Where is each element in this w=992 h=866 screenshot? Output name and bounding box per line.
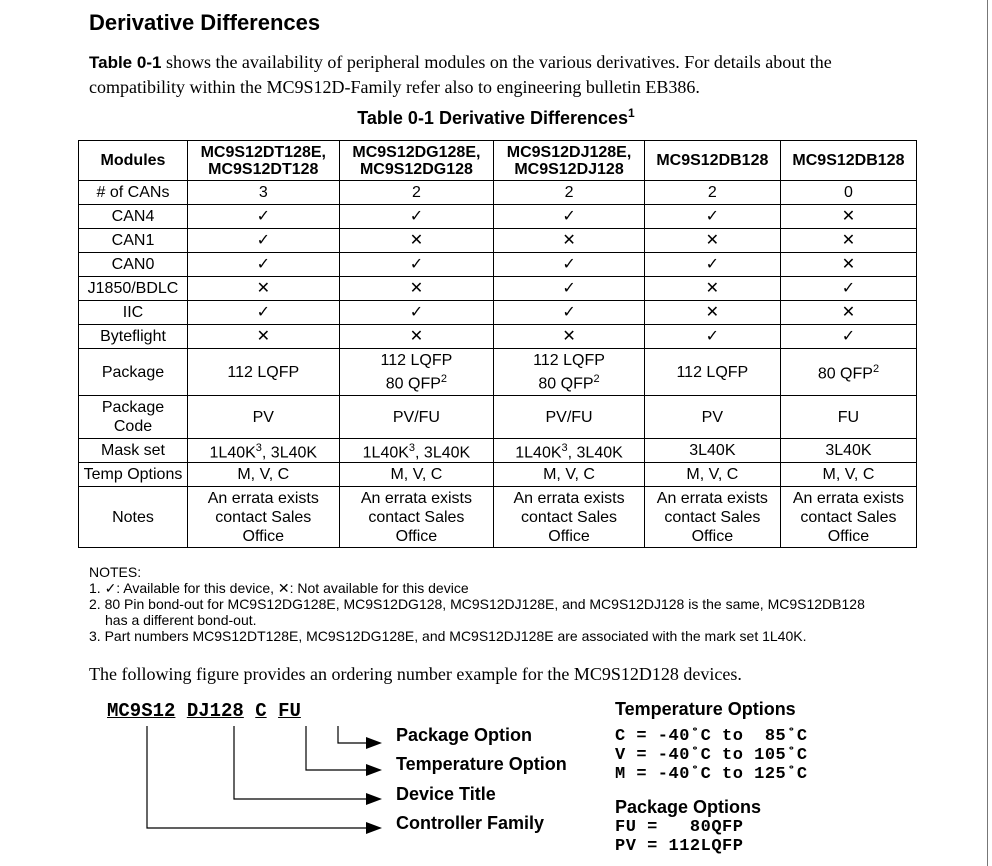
table-cell: 112 LQFP 80 QFP$^2$	[339, 349, 494, 396]
note-2-cont: has a different bond-out.	[105, 612, 257, 628]
table-cell: 112 LQFP	[188, 349, 340, 396]
row-label: Mask set	[79, 439, 188, 463]
row-label: CAN0	[79, 253, 188, 277]
header-db128-a: MC9S12DB128	[644, 141, 780, 181]
table-cell: ✓	[494, 253, 645, 277]
table-cell: ✕	[188, 325, 340, 349]
table-cell: ✓	[188, 301, 340, 325]
table-cell: 3	[188, 181, 340, 205]
table-cell: PV/FU	[494, 396, 645, 439]
table-cell: PV/FU	[339, 396, 494, 439]
label-controller-family: Controller Family	[396, 813, 545, 833]
table-reference: Table 0-1	[89, 53, 162, 72]
header-dg128: MC9S12DG128E, MC9S12DG128	[339, 141, 494, 181]
table-cell: M, V, C	[644, 463, 780, 487]
table-cell: ✕	[188, 277, 340, 301]
table-cell: ✕	[644, 229, 780, 253]
row-label: Temp Options	[79, 463, 188, 487]
table-cell: ✓	[644, 253, 780, 277]
notes-title: NOTES:	[89, 564, 142, 580]
table-cell: ✕	[780, 253, 916, 277]
table-cell: 0	[780, 181, 916, 205]
label-temperature-option: Temperature Option	[396, 754, 567, 774]
temperature-option-line: C = -40˚C to 85˚C	[615, 727, 808, 746]
table-cell: 2	[339, 181, 494, 205]
table-cell: ✓	[780, 325, 916, 349]
table-cell: 3L40K	[644, 439, 780, 463]
table-cell: 80 QFP$^2$	[780, 349, 916, 396]
table-cell: ✕	[494, 325, 645, 349]
table-cell: $1L40K^3$, 3L40K	[188, 439, 340, 463]
table-caption-text: Table 0-1 Derivative Differences	[357, 108, 629, 128]
table-cell: 112 LQFP 80 QFP$^2$	[494, 349, 645, 396]
table-cell: ✕	[780, 229, 916, 253]
table-cell: ✓	[644, 205, 780, 229]
package-option-line: FU = 80QFP	[615, 818, 744, 837]
intro-text: shows the availability of peripheral modules on the various derivatives. For details about the compatibility within the MC9S12D-Family refer also to engineering bulletin EB386.	[89, 52, 832, 97]
table-cell: ✕	[644, 301, 780, 325]
table-cell: 3L40K	[780, 439, 916, 463]
table-cell: An errata exists contact Sales Office	[644, 487, 780, 548]
table-cell: ✕	[644, 277, 780, 301]
table-cell: 2	[494, 181, 645, 205]
row-label: CAN1	[79, 229, 188, 253]
table-cell: M, V, C	[780, 463, 916, 487]
header-dj128: MC9S12DJ128E, MC9S12DJ128	[494, 141, 645, 181]
label-device-title: Device Title	[396, 784, 496, 804]
table-cell: ✓	[188, 229, 340, 253]
table-cell: ✓	[494, 277, 645, 301]
row-label: Notes	[79, 487, 188, 548]
row-label: J1850/BDLC	[79, 277, 188, 301]
row-label: IIC	[79, 301, 188, 325]
table-cell: An errata exists contact Sales Office	[339, 487, 494, 548]
row-label: # of CANs	[79, 181, 188, 205]
header-db128-b: MC9S12DB128	[780, 141, 916, 181]
table-cell: ✓	[339, 205, 494, 229]
table-cell: PV	[188, 396, 340, 439]
table-cell: M, V, C	[339, 463, 494, 487]
part-family: MC9S12	[107, 700, 176, 722]
page-heading: Derivative Differences	[89, 10, 321, 35]
table-cell: 2	[644, 181, 780, 205]
part-package: FU	[278, 700, 301, 722]
table-cell: An errata exists contact Sales Office	[494, 487, 645, 548]
package-option-line: PV = 112LQFP	[615, 837, 744, 856]
table-caption-footnote: 1	[628, 106, 635, 120]
table-cell: An errata exists contact Sales Office	[780, 487, 916, 548]
table-cell: An errata exists contact Sales Office	[188, 487, 340, 548]
table-cell: ✓	[188, 205, 340, 229]
table-cell: 112 LQFP	[644, 349, 780, 396]
table-cell: ✕	[339, 229, 494, 253]
table-cell: ✓	[494, 205, 645, 229]
table-cell: PV	[644, 396, 780, 439]
header-modules: Modules	[79, 141, 188, 181]
package-options-title: Package Options	[615, 797, 762, 817]
table-cell: ✕	[339, 325, 494, 349]
note-1: 1. ✓: Available for this device, ✕: Not available for this device	[89, 580, 469, 596]
part-device: DJ128	[186, 700, 244, 722]
ordering-text: The following figure provides an ordering number example for the MC9S12D128 devices.	[89, 664, 742, 684]
table-cell: ✕	[494, 229, 645, 253]
note-2: 2. 80 Pin bond-out for MC9S12DG128E, MC9S12DG128, MC9S12DJ128E, and MC9S12DJ128 is the same, MC9S12DB128	[89, 596, 865, 612]
header-dt128: MC9S12DT128E, MC9S12DT128	[188, 141, 340, 181]
table-cell: ✓	[339, 253, 494, 277]
table-cell: M, V, C	[188, 463, 340, 487]
part-temp: C	[255, 700, 267, 722]
row-label: CAN4	[79, 205, 188, 229]
table-cell: ✓	[780, 277, 916, 301]
label-package-option: Package Option	[396, 725, 533, 745]
table-cell: ✓	[339, 301, 494, 325]
table-cell: $1L40K^3$, 3L40K	[494, 439, 645, 463]
table-cell: ✕	[780, 301, 916, 325]
row-label: Package Code	[79, 396, 188, 439]
table-cell: M, V, C	[494, 463, 645, 487]
table-cell: ✕	[339, 277, 494, 301]
table-cell: ✕	[780, 205, 916, 229]
table-cell: ✓	[494, 301, 645, 325]
row-label: Byteflight	[79, 325, 188, 349]
temperature-option-line: M = -40˚C to 125˚C	[615, 765, 808, 784]
table-cell: $1L40K^3$, 3L40K	[339, 439, 494, 463]
note-3: 3. Part numbers MC9S12DT128E, MC9S12DG128E, and MC9S12DJ128E are associated with the mark set 1L40K.	[89, 628, 807, 644]
row-label: Package	[79, 349, 188, 396]
table-cell: ✓	[188, 253, 340, 277]
table-cell: FU	[780, 396, 916, 439]
table-cell: ✓	[644, 325, 780, 349]
temperature-option-line: V = -40˚C to 105˚C	[615, 746, 808, 765]
temperature-options-title: Temperature Options	[615, 699, 796, 719]
